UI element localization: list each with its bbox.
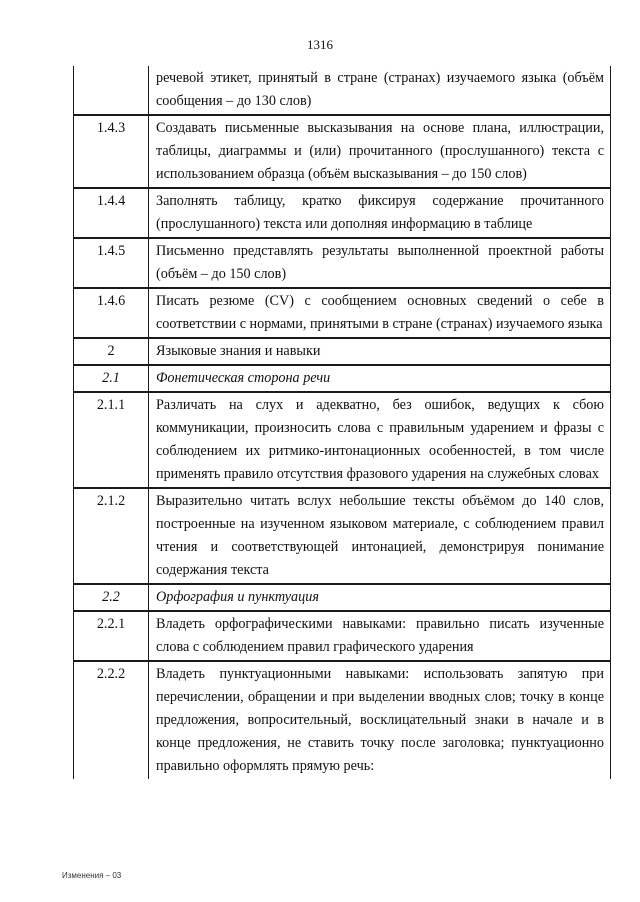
row-text: Выразительно читать вслух небольшие тексты объёмом до 140 слов, построенные на изученном языковом материале, с соблюдением правил чтения и соответствующей интонацией, демонстрируя понимание содержания текста bbox=[149, 488, 611, 584]
row-number: 1.4.6 bbox=[74, 288, 149, 338]
table-row bbox=[74, 661, 611, 779]
row-number: 2 bbox=[74, 338, 149, 365]
row-text: Фонетическая сторона речи bbox=[149, 365, 611, 392]
row-text: Языковые знания и навыки bbox=[149, 338, 611, 365]
row-number: 2.2 bbox=[74, 584, 149, 611]
table-row bbox=[74, 338, 611, 365]
table-row bbox=[74, 584, 611, 611]
row-text: Владеть пунктуационными навыками: использовать запятую при перечислении, обращении и при выделении вводных слов; точку в конце предложения, вопросительный, восклицательный знаки в начале и в конце предложения, не ставить точку после заголовка; пунктуационно правильно оформлять прямую речь: bbox=[149, 661, 611, 779]
row-number: 2.1.2 bbox=[74, 488, 149, 584]
row-number: 2.2.2 bbox=[74, 661, 149, 779]
table-row bbox=[74, 288, 611, 338]
row-number: 2.1 bbox=[74, 365, 149, 392]
row-text: Заполнять таблицу, кратко фиксируя содержание прочитанного (прослушанного) текста или дополняя информацию в таблице bbox=[149, 188, 611, 238]
page-number: 1316 bbox=[307, 37, 333, 52]
table-row bbox=[74, 488, 611, 584]
row-text: Владеть орфографическими навыками: правильно писать изученные слова с соблюдением правил графического ударения bbox=[149, 611, 611, 661]
table-row bbox=[74, 66, 611, 115]
table-row bbox=[74, 238, 611, 288]
requirements-table bbox=[73, 66, 611, 779]
row-number: 1.4.4 bbox=[74, 188, 149, 238]
row-number: 1.4.5 bbox=[74, 238, 149, 288]
footer-revision-note: Изменения – 03 bbox=[62, 871, 122, 880]
table-row bbox=[74, 188, 611, 238]
row-number: 2.2.1 bbox=[74, 611, 149, 661]
row-text: Различать на слух и адекватно, без ошибок, ведущих к сбою коммуникации, произносить слова с правильным ударением и фразы с соблюдением их ритмико-интонационных особенностей, в том числе применять правило отсутствия фразового ударения на служебных словах bbox=[149, 392, 611, 488]
table-row bbox=[74, 392, 611, 488]
row-text: Письменно представлять результаты выполненной проектной работы (объём – до 150 слов) bbox=[149, 238, 611, 288]
row-text: Создавать письменные высказывания на основе плана, иллюстрации, таблицы, диаграммы и (или) прочитанного (прослушанного) текста с использованием образца (объём высказывания – до 150 слов) bbox=[149, 115, 611, 188]
row-text: Писать резюме (CV) с сообщением основных сведений о себе в соответствии с нормами, принятыми в стране (странах) изучаемого языка bbox=[149, 288, 611, 338]
row-number: 1.4.3 bbox=[74, 115, 149, 188]
table-row bbox=[74, 365, 611, 392]
row-text: речевой этикет, принятый в стране (странах) изучаемого языка (объём сообщения – до 130 слов) bbox=[149, 66, 611, 115]
row-number bbox=[74, 66, 149, 115]
table-row bbox=[74, 611, 611, 661]
row-text: Орфография и пунктуация bbox=[149, 584, 611, 611]
row-number: 2.1.1 bbox=[74, 392, 149, 488]
table-row bbox=[74, 115, 611, 188]
